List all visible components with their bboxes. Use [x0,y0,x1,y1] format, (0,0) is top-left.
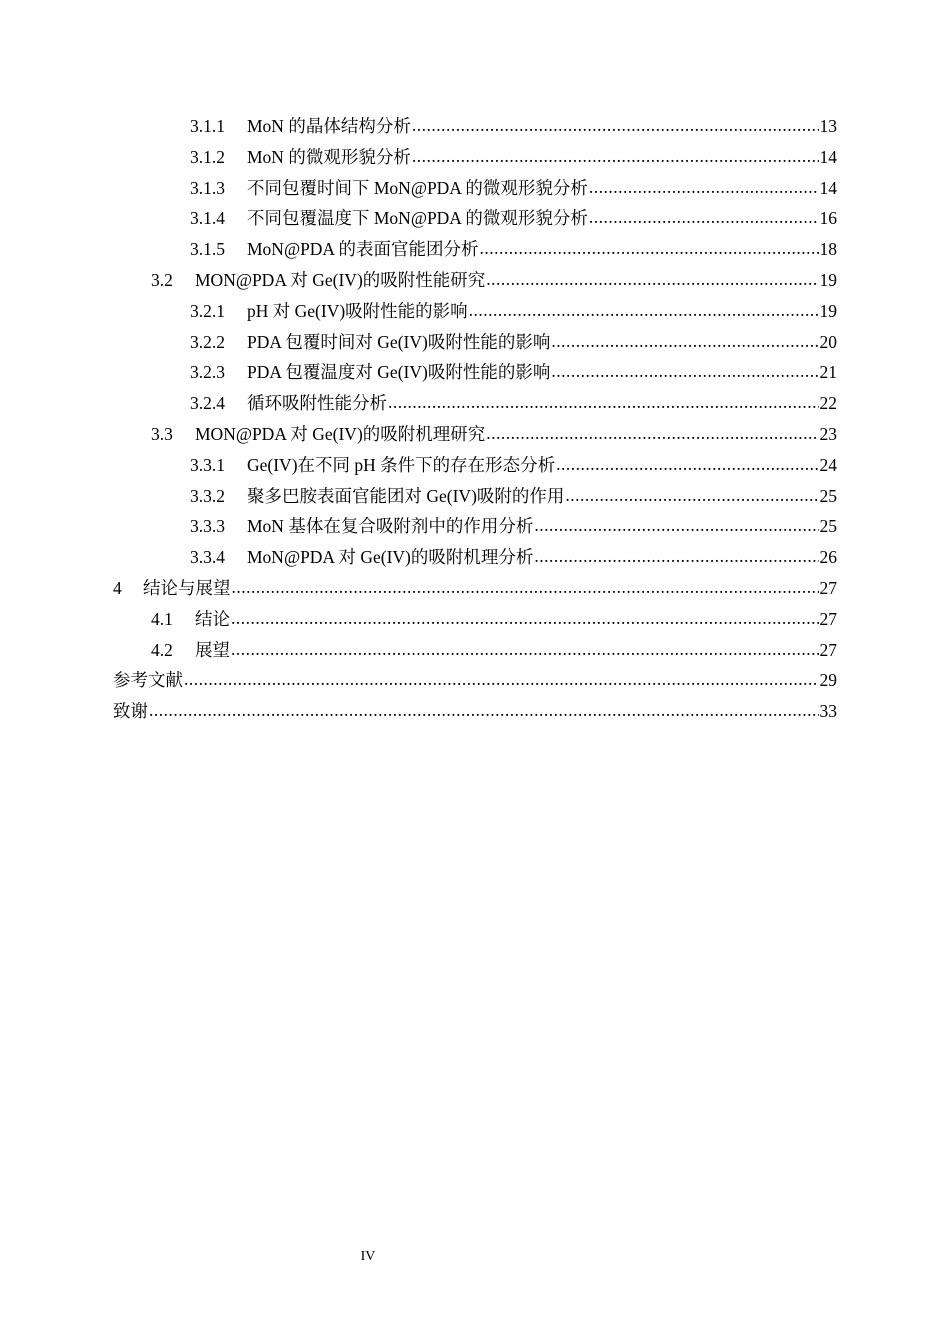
toc-entry-page: 19 [819,300,837,321]
toc-entry-title: 聚多巴胺表面官能团对 Ge(IV)吸附的作用 [247,485,565,506]
toc-entry-page: 27 [819,577,837,598]
toc-entry-number: 4 [113,577,122,598]
toc-entry-title: PDA 包覆时间对 Ge(IV)吸附性能的影响 [247,331,551,352]
toc-entry-page: 19 [819,269,837,290]
toc-entry[interactable] [0,665,950,696]
toc-entry-page: 21 [819,362,837,383]
toc-entry-number: 3.2.4 [190,393,225,414]
toc-entry-page: 14 [819,146,837,167]
toc-entry[interactable] [0,111,950,142]
toc-entry[interactable] [0,604,950,635]
toc-entry[interactable] [0,635,950,666]
toc-leader-dots [231,603,819,634]
toc-leader-dots [589,202,819,233]
toc-entry-page: 25 [819,485,837,506]
toc-entry-title: MON@PDA 对 Ge(IV)的吸附机理研究 [195,423,486,444]
toc-entry-title: MoN 的微观形貌分析 [247,146,411,167]
toc-entry-page: 25 [819,516,837,537]
toc-leader-dots [551,326,818,357]
toc-entry-title: MoN 基体在复合吸附剂中的作用分析 [247,516,534,537]
toc-entry-title: 不同包覆时间下 MoN@PDA 的微观形貌分析 [247,177,588,198]
toc-entry-page: 22 [819,393,837,414]
toc-entry-page: 26 [819,547,837,568]
toc-entry-title: 循环吸附性能分析 [247,393,387,414]
toc-leader-dots [184,664,819,695]
toc-entry-page: 23 [819,423,837,444]
toc-leader-dots [486,418,818,449]
toc-leader-dots [486,264,818,295]
toc-entry[interactable] [0,234,950,265]
toc-entry-title: 展望 [195,639,230,660]
toc-entry[interactable] [0,696,950,727]
toc-leader-dots [388,387,819,418]
toc-leader-dots [565,480,818,511]
toc-entry-page: 24 [819,454,837,475]
toc-leader-dots [232,572,819,603]
toc-entry-title: 不同包覆温度下 MoN@PDA 的微观形貌分析 [247,208,588,229]
toc-entry-number: 3.1.4 [190,208,225,229]
toc-entry-number: 3.3.2 [190,485,225,506]
toc-entry[interactable] [0,450,950,481]
toc-leader-dots [231,634,819,665]
toc-entry-number: 4.1 [151,608,173,629]
toc-leader-dots [469,295,819,326]
toc-leader-dots [479,233,818,264]
toc-leader-dots [412,141,819,172]
toc-entry-number: 3.1.2 [190,146,225,167]
toc-leader-dots [556,449,818,480]
toc-leader-dots [551,356,818,387]
toc-entry-page: 33 [819,701,837,722]
toc-entry-page: 18 [819,239,837,260]
toc-entry-number: 3.2.2 [190,331,225,352]
toc-entry[interactable] [0,419,950,450]
toc-entry[interactable] [0,296,950,327]
toc-entry[interactable] [0,511,950,542]
toc-entry-page: 13 [819,116,837,136]
toc-entry[interactable] [0,573,950,604]
toc-entry-page: 16 [819,208,837,229]
toc-entry-number: 3.1.3 [190,177,225,198]
toc-entry[interactable] [0,142,950,173]
toc-entry-title: 致谢 [113,701,148,722]
toc-entry-title: 结论 [195,608,230,629]
toc-entry-number: 3.2 [151,269,173,290]
toc-entry-number: 4.2 [151,639,173,660]
toc-entry-title: 结论与展望 [143,577,231,598]
toc-entry-page: 29 [819,670,837,691]
toc-entry-number: 3.3 [151,423,173,444]
toc-entry[interactable] [0,388,950,419]
toc-entry-page: 27 [819,608,837,629]
toc-leader-dots [589,172,819,203]
toc-entry[interactable] [0,173,950,204]
toc-leader-dots [534,510,818,541]
toc-entry-number: 3.3.1 [190,454,225,475]
toc-entry-page: 27 [819,639,837,660]
toc-entry-title: MON@PDA 对 Ge(IV)的吸附性能研究 [195,269,486,290]
toc-entry-title: pH 对 Ge(IV)吸附性能的影响 [247,300,468,321]
toc-leader-dots [149,695,819,726]
toc-entry[interactable] [0,265,950,296]
table-of-contents [0,111,950,727]
toc-leader-dots [412,110,819,141]
toc-entry[interactable] [0,542,950,573]
toc-leader-dots [534,541,818,572]
toc-entry-page: 14 [819,177,837,198]
toc-entry-title: Ge(IV)在不同 pH 条件下的存在形态分析 [247,454,556,475]
toc-entry-title: 参考文献 [113,670,183,691]
page-number: IV [360,1249,376,1264]
toc-entry[interactable] [0,357,950,388]
toc-entry-title: MoN@PDA 对 Ge(IV)的吸附机理分析 [247,547,534,568]
toc-entry-number: 3.2.3 [190,362,225,383]
toc-entry[interactable] [0,203,950,234]
toc-entry-number: 3.3.3 [190,516,225,537]
toc-entry-number: 3.1.5 [190,239,225,260]
toc-entry[interactable] [0,481,950,512]
toc-entry[interactable] [0,327,950,358]
toc-entry-title: MoN 的晶体结构分析 [247,116,411,136]
toc-entry-number: 3.3.4 [190,547,225,568]
toc-entry-number: 3.1.1 [190,116,225,136]
toc-entry-title: MoN@PDA 的表面官能团分析 [247,239,479,260]
toc-entry-title: PDA 包覆温度对 Ge(IV)吸附性能的影响 [247,362,551,383]
toc-entry-number: 3.2.1 [190,300,225,321]
toc-entry-page: 20 [819,331,837,352]
